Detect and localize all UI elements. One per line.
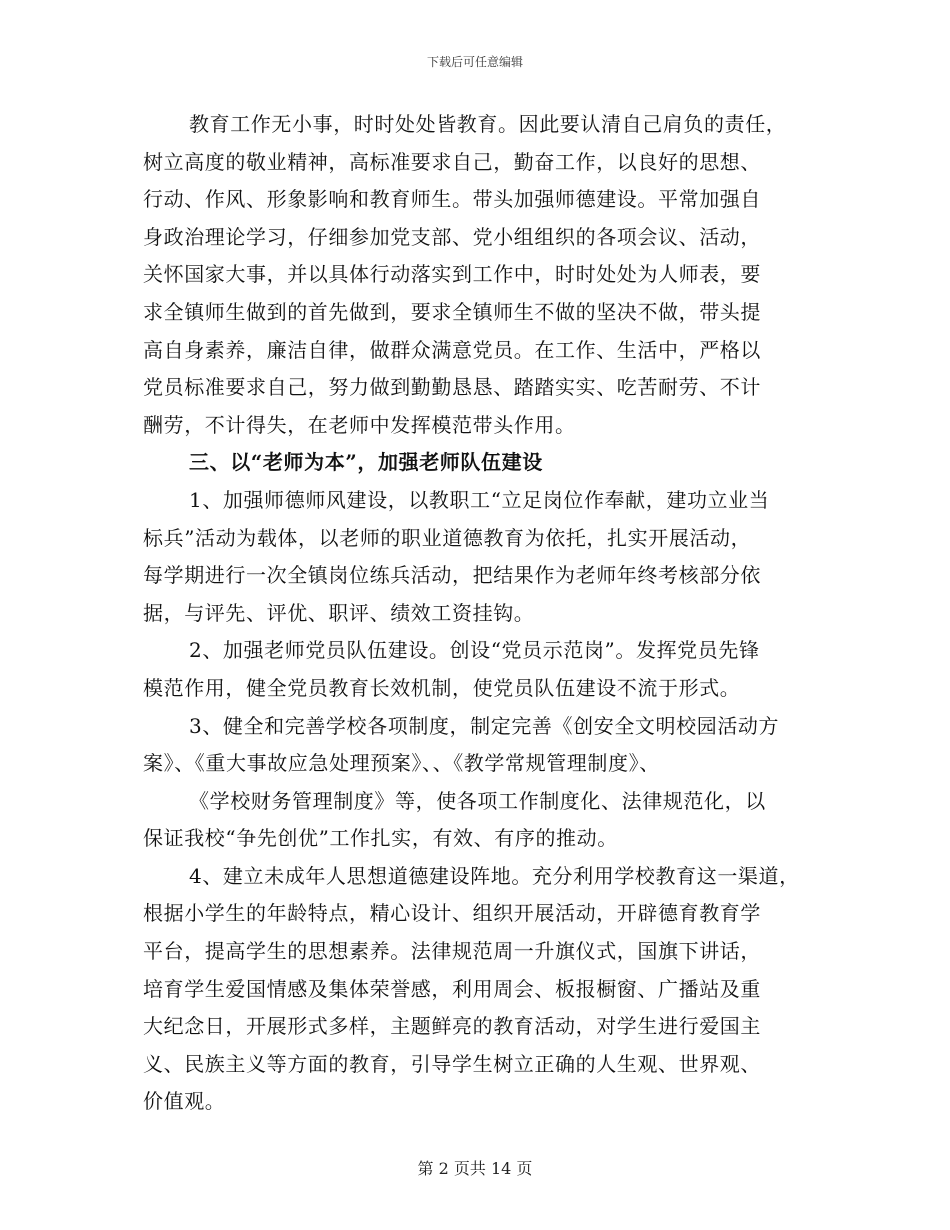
body-line: 义、民族主义等方面的教育，引导学生树立正确的人生观、世界观、 (143, 1051, 761, 1076)
body-line: 每学期进行一次全镇岗位练兵活动，把结果作为老师年终考核部分依 (143, 563, 761, 588)
body-line: 案》、《重大事故应急处理预案》、、《教学常规管理制度》、 (143, 751, 660, 776)
body-line: 身政治理论学习，仔细参加党支部、党小组组织的各项会议、活动， (143, 224, 761, 249)
body-line: 模范作用，健全党员教育长效机制，使党员队伍建设不流于形式。 (143, 675, 741, 700)
body-line: 标兵”活动为载体，以老师的职业道德教育为依托，扎实开展活动， (143, 525, 752, 550)
body-line: 价值观。 (143, 1089, 226, 1114)
body-line: 酬劳，不计得失，在老师中发挥模范带头作用。 (143, 412, 576, 437)
page-footer: 第 2 页共 14 页 (417, 1159, 533, 1178)
body-line: 高自身素养，廉洁自律，做群众满意党员。在工作、生活中，严格以 (143, 337, 761, 362)
page-header-note: 下载后可任意编辑 (426, 55, 523, 69)
body-line: 保证我校“争先创优”工作扎实，有效、有序的推动。 (143, 826, 618, 851)
body-line: 平台，提高学生的思想素养。法律规范周一升旗仪式，国旗下讲话， (143, 939, 761, 964)
body-line: 根据小学生的年龄特点，精心设计、组织开展活动，开辟德育教育学 (143, 901, 761, 926)
section-heading: 三、以“老师为本”，加强老师队伍建设 (189, 450, 543, 475)
body-line: 2、加强老师党员队伍建设。创设“党员示范岗”。发挥党员先锋 (189, 638, 760, 663)
body-line: 党员标准要求自己，努力做到勤勤恳恳、踏踏实实、吃苦耐劳、不计 (143, 375, 761, 400)
document-body (143, 106, 823, 1121)
body-line: 教育工作无小事，时时处处皆教育。因此要认清自己肩负的责任， (189, 112, 787, 136)
body-line: 行动、作风、形象影响和教育师生。带头加强师德建设。平常加强自 (143, 187, 761, 212)
body-line: 1、加强师德师风建设，以教职工“立足岗位作奉献，建功立业当 (189, 487, 770, 512)
body-line: 培育学生爱国情感及集体荣誉感，利用周会、板报橱窗、广播站及重 (143, 976, 761, 1001)
body-line: 4、建立未成年人思想道德建设阵地。充分利用学校教育这一渠道， (189, 863, 800, 888)
body-line: 3、健全和完善学校各项制度，制定完善《创安全文明校园活动方 (189, 713, 780, 738)
body-line: 大纪念日，开展形式多样，主题鲜亮的教育活动，对学生进行爱国主 (143, 1014, 761, 1039)
body-line: 据，与评先、评优、职评、绩效工资挂钩。 (143, 600, 535, 625)
body-line: 关怀国家大事，并以具体行动落实到工作中，时时处处为人师表，要 (143, 262, 761, 287)
body-line: 树立高度的敬业精神，高标准要求自己，勤奋工作，以良好的思想、 (143, 149, 761, 174)
body-line: 求全镇师生做到的首先做到，要求全镇师生不做的坚决不做，带头提 (143, 299, 761, 324)
body-line: 《学校财务管理制度》等，使各项工作制度化、法律规范化，以 (189, 788, 766, 813)
